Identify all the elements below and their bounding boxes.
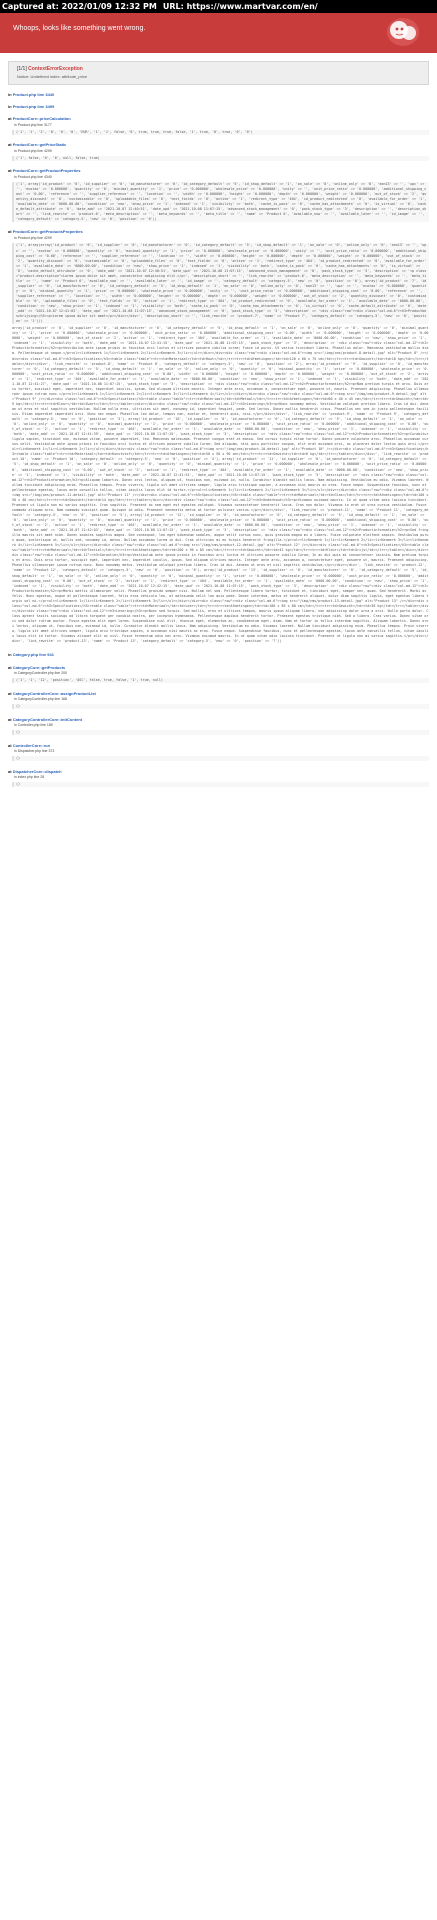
frame-marker: in xyxy=(8,92,12,97)
frame-marker: at xyxy=(8,116,12,121)
trace-frame xyxy=(8,691,429,696)
frame-function-link[interactable]: CategoryCore::getProducts xyxy=(12,665,66,671)
capture-url: https://www.martvar.com/en/ xyxy=(186,2,318,11)
frame-marker: at xyxy=(8,769,12,775)
exception-box xyxy=(8,61,429,85)
frame-arguments: ('1', false, '0', '6', null, false, true) xyxy=(12,156,429,161)
trace-frame xyxy=(8,743,429,748)
frame-location: in Controller.php line 189 xyxy=(14,723,53,728)
frame-arguments: ('1', '1', '2', '0', '0', '0', 'EUR', '1', '1', false, '6', true, true, true, false, '1', true, '0', true, '0', '0') xyxy=(12,130,429,135)
frame-arguments: ('1', '1', '12', 'position', 'ASC', false, true, false, '1', true, null) xyxy=(12,678,429,683)
trace-frame xyxy=(8,142,429,147)
frame-location: in CategoryController.php line 168 xyxy=(14,697,67,702)
ghost-logo-icon xyxy=(385,16,421,48)
frame-function-link[interactable]: ControllerCore::run xyxy=(12,743,51,749)
trace-frame xyxy=(8,652,429,657)
exception-index: 1/1 xyxy=(18,66,26,72)
trace-frame xyxy=(8,168,429,173)
frame-function-link[interactable]: ProductCore::getProductProperties xyxy=(12,168,81,174)
frame-location: in Product.php line 4340 xyxy=(14,175,52,180)
frame-marker: at xyxy=(8,229,12,235)
frame-location: in index.php line 28 xyxy=(14,775,45,780)
trace-frame xyxy=(8,717,429,722)
frame-marker: at xyxy=(8,717,12,723)
frame-arguments: () xyxy=(12,730,429,735)
frame-function-link[interactable]: CategoryControllerCore::initContent xyxy=(12,717,83,723)
dense-trace-block xyxy=(0,326,437,644)
frame-function-link[interactable]: DispatcherCore::dispatch xyxy=(12,769,62,775)
frame-marker: in xyxy=(8,652,12,658)
trace-frame xyxy=(8,104,429,109)
frame-arguments: () xyxy=(12,782,429,787)
frame-marker: at xyxy=(8,691,12,697)
frame-marker: in xyxy=(8,104,12,109)
trace-frame xyxy=(8,116,429,121)
trace-frame xyxy=(8,92,429,97)
trace-frame xyxy=(8,229,429,234)
frame-function-link[interactable]: Category.php line 941 xyxy=(12,652,54,658)
frame-function-link[interactable]: ProductCore::priceCalculation xyxy=(12,116,71,121)
frame-function-link[interactable]: Product.php line 3440 xyxy=(12,92,55,97)
stack-trace xyxy=(0,92,437,324)
frame-marker: at xyxy=(8,168,12,174)
frame-arguments: ('1', array('id_product' => '6', 'id_supplier' => '0', 'id_manufacturer' => '0', 'id_category_default' => '5', 'id_shop_default' => '1', 'on_sale' => '0', 'online_only' => '0', 'ean13' => '', 'upc' => '', 'ecotax' => '0.000000', 'quantity' => '0', 'minimal_quantity' => '1', 'price' => '0.000000', 'wholesale_price' => '0.000000', 'unity' => '', 'unit_price_ratio' => '0.000000', 'additional_shipping_cost' => '0.00', 'reference' => '', 'supplier_reference' => '', 'location' => '', 'width' => '0.000000', 'height' => '0.000000', 'depth' => '0.000000', 'weight' => '0.000000', 'out_of_stock' => '2', 'quantity_discount' => '0', 'customizable' => '0', 'uploadable_files' => '0', 'text_fields' => '0', 'active' => '1', 'redirect_type' => '404', 'id_product_redirected' => '0', 'available_for_order' => '1', 'available_date' => '0000-00-00', 'condition' => 'new', 'show_price' => '1', 'indexed' => '1', 'visibility' => 'both', 'cache_is_pack' => '0', 'cache_has_attachments' => '0', 'is_virtual' => '0', 'cache_default_attribute' => '0', 'date_add' => '2021-10-07 12:40:51', 'date_upd' => '2021-10-08 11:07:15', 'advanced_stock_management' => '0', 'pack_stock_type' => '3', 'description' => '', 'description_short' => '', 'link_rewrite' => 'product-6', 'meta_description' => '', 'meta_keywords' => '', 'meta_title' => '', 'name' => 'Product 6', 'available_now' => '', 'available_later' => '', 'id_image' => '', 'category_default' => 'category-5', 'new' => '0', 'position' => '0')) xyxy=(12,182,429,222)
frame-location: in CategoryController.php line 200 xyxy=(14,671,67,676)
error-banner xyxy=(0,13,437,53)
frame-function-link[interactable]: ProductCore::getPriceStatic xyxy=(12,142,67,148)
exception-message: Notice: Undefined index: attribute_price xyxy=(17,74,88,79)
frame-marker: at xyxy=(8,665,12,671)
frame-arguments: ('1', array(array('id_product' => '6', 'id_supplier' => '0', 'id_manufacturer' => '0', 'id_category_default' => '5', 'id_shop_default' => '1', 'on_sale' => '0', 'online_only' => '0', 'ean13' => '', 'upc' => '', 'ecotax' => '0.000000', 'quantity' => '0', 'minimal_quantity' => '1', 'price' => '0.000000', 'wholesale_price' => '0.000000', 'unity' => '', 'unit_price_ratio' => '0.000000', 'additional_shipping_cost' => '0.00', 'reference' => '', 'supplier_reference' => '', 'location' => '', 'width' => '0.000000', 'height' => '0.000000', 'depth' => '0.000000', 'weight' => '0.000000', 'out_of_stock' => '2', 'quantity_discount' => '0', 'customizable' => '0', 'uploadable_files' => '0', 'text_fields' => '0', 'active' => '1', 'redirect_type' => '404', 'id_product_redirected' => '0', 'available_for_order' => '1', 'available_date' => '0000-00-00', 'condition' => 'new', 'show_price' => '1', 'indexed' => '1', 'visibility' => 'both', 'cache_is_pack' => '0', 'cache_has_attachments' => '0', 'is_virtual' => '0', 'cache_default_attribute' => '0', 'date_add' => '2021-10-07 12:40:51', 'date_upd' => '2021-10-08 11:07:15', 'advanced_stock_management' => '0', 'pack_stock_type' => '3', 'description' => '<p class="product-description">Lorem ipsum dolor sit amet, consectetur adipiscing elit.</p>', 'description_short' => '', 'link_rewrite' => 'product-6', 'meta_description' => '', 'meta_keywords' => '', 'meta_title' => '', 'name' => 'Product 6', 'available_now' => '', 'available_later' => '', 'id_image' => '', 'category_default' => 'category-5', 'new' => '0', 'position' => '0'), array('id_product' => '7', 'id_supplier' => '0', 'id_manufacturer' => '0', 'id_category_default' => '5', 'id_shop_default' => '1', 'on_sale' => '0', 'online_only' => '0', 'ean13' => '', 'upc' => '', 'ecotax' => '0.000000', 'quantity' => '0', 'minimal_quantity' => '1', 'price' => '0.000000', 'wholesale_price' => '0.000000', 'unity' => '', 'unit_price_ratio' => '0.000000', 'additional_shipping_cost' => '0.00', 'reference' => '', 'supplier_reference' => '', 'location' => '', 'width' => '0.000000', 'height' => '0.000000', 'depth' => '0.000000', 'weight' => '0.000000', 'out_of_stock' => '2', 'quantity_discount' => '0', 'customizable' => '0', 'uploadable_files' => '0', 'text_fields' => '0', 'active' => '1', 'redirect_type' => '404', 'id_product_redirected' => '0', 'available_for_order' => '1', 'available_date' => '0000-00-00', 'condition' => 'new', 'show_price' => '1', 'indexed' => '1', 'visibility' => 'both', 'cache_is_pack' => '0', 'cache_has_attachments' => '0', 'is_virtual' => '0', 'cache_default_attribute' => '0', 'date_add' => '2021-10-07 12:41:03', 'date_upd' => '2021-10-08 11:07:15', 'advanced_stock_management' => '0', 'pack_stock_type' => '3', 'description' => '<div class="row"><div class="col-md-6"><h3>Productbeschrijving</h3><p>Lorem ipsum dolor sit amet</p></div></div>', 'description_short' => '', 'link_rewrite' => 'product-7', 'name' => 'Product 7', 'category_default' => 'category-5', 'new' => '0', 'position' => '1'))) xyxy=(12,243,429,324)
error-message: Whoops, looks like something went wrong. xyxy=(13,25,146,32)
frame-function-link[interactable]: ProductCore::getProductsProperties xyxy=(12,229,83,235)
frame-function-link[interactable]: CategoryControllerCore::assignProductList xyxy=(12,691,96,697)
trace-frame xyxy=(8,769,429,774)
stack-trace-tail xyxy=(0,652,437,787)
trace-frame xyxy=(8,665,429,670)
frame-location: in Product.php line 4299 xyxy=(14,149,52,154)
frame-location: in Product.php line 4299 xyxy=(14,236,52,241)
capture-bar xyxy=(0,0,437,13)
frame-arguments: () xyxy=(12,704,429,709)
frame-arguments: () xyxy=(12,756,429,761)
frame-function-link[interactable]: Product.php line 3499 xyxy=(12,104,55,109)
frame-marker: at xyxy=(8,743,12,749)
frame-location: in Dispatcher.php line 373 xyxy=(14,749,55,754)
url-label: URL: xyxy=(162,2,184,11)
capture-label: Captured at: xyxy=(2,2,59,11)
exception-title: [1/1] ContextErrorException xyxy=(17,66,83,72)
trace-dense-args: array('id_product' => '8', 'id_supplier' => '0', 'id_manufacturer' => '0', 'id_category_default' => '5', 'id_shop_default' => '1', 'on_sale' => '0', 'online_only' => '0', 'quantity' => '0', 'minimal_quantity' => '1', 'price' => '0.000000', 'wholesale_price' => '0.000000', 'unit_price_ratio' => '0.000000', 'additional_shipping_cost' => '0.00', 'width' => '0.000000', 'height' => '0.000000', 'depth' => '0.000000', 'weight' => '0.000000', 'out_of_stock' => '2', 'active' => '1', 'redirect_type' => '404', 'available_for_order' => '1', 'available_date' => '0000-00-00', 'condition' => 'new', 'show_price' => '1', 'indexed' => '1', 'visibility' => 'both', 'date_add' => '2021-10-07 12:41:15', 'date_upd' => '2021-10-08 11:07:15', 'pack_stock_type' => '3', 'description' => '<div class="row"><div class="col-md-12"><h2>Productinformatie</h2><p>Vestibulum ante ipsum primis in faucibus orci luctus et ultrices posuere cubilia curae; Fusce id purus. Ut varius tincidunt libero. Phasellus dolor. Maecenas vestibulum mollis diam. Pellentesque ut neque.</p><ul><li>Kenmerk 1</li><li>Kenmerk 2</li><li>Kenmerk 3</li></ul></div></div><div class="row"><div class="col-md-6"><img src="/img/cms/product-8-detail.jpg" alt="Product 8" /></div><div class="col-md-6"><h3>Specificaties</h3><table class="table"><tr><td>Materiaal</td><td>Hout</td></tr><tr><td>Afmetingen</td><td>120 x 60 x 75 cm</td></tr><tr><td>Gewicht</td><td>18 kg</td></tr></table></div></div>', 'link_rewrite' => 'product-8', 'name' => 'Product 8', 'category_default' => 'category-5', 'new' => '0', 'position' => '2'), array('id_product' => '9', 'id_supplier' => '0', 'id_manufacturer' => '0', 'id_category_default' => '5', 'id_shop_default' => '1', 'on_sale' => '0', 'online_only' => '0', 'quantity' => '0', 'minimal_quantity' => '1', 'price' => '0.000000', 'wholesale_price' => '0.000000', 'unit_price_ratio' => '0.000000', 'additional_shipping_cost' => '0.00', 'width' => '0.000000', 'height' => '0.000000', 'depth' => '0.000000', 'weight' => '0.000000', 'out_of_stock' => '2', 'active' => '1', 'redirect_type' => '404', 'available_for_order' => '1', 'available_date' => '0000-00-00', 'condition' => 'new', 'show_price' => '1', 'indexed' => '1', 'visibility' => 'both', 'date_add' => '2021-10-07 12:41:27', 'date_upd' => '2021-10-08 11:07:15', 'pack_stock_type' => '3', 'description' => '<div class="row"><div class="col-md-12"><h2>Productinformatie</h2><p>Nam pretium turpis et arcu. Duis arcu tortor, suscipit eget, imperdiet nec, imperdiet iaculis, ipsum. Sed aliquam ultrices mauris. Integer ante arcu, accumsan a, consectetuer eget, posuere ut, mauris. Praesent adipiscing. Phasellus ullamcorper ipsum rutrum nunc.</p><ul><li>Kenmerk 1</li><li>Kenmerk 2</li><li>Kenmerk 3</li><li>Kenmerk 4</li></ul></div></div><div class="row"><div class="col-md-6"><img src="/img/cms/product-9-detail.jpg" alt="Product 9" /></div><div class="col-md-6"><h3>Specificaties</h3><table class="table"><tr><td>Materiaal</td><td>Metaal</td></tr><tr><td>Afmetingen</td><td>80 x 40 x 45 cm</td></tr><tr><td>Gewicht</td><td>9 kg</td></tr><tr><td>Kleur</td><td>Zwart</td></tr></table></div></div><div class="row"><div class="col-md-12"><h3>Levering</h3><p>Nunc nonummy metus. Vestibulum volutpat pretium libero. Cras id dui. Aenean ut eros et nisl sagittis vestibulum. Nullam nulla eros, ultricies sit amet, nonummy id, imperdiet feugiat, pede. Sed lectus. Donec mollis hendrerit risus. Phasellus nec sem in justo pellentesque facilisis. Etiam imperdiet imperdiet orci. Nunc nec neque. Phasellus leo dolor, tempus non, auctor et, hendrerit quis, nisi.</p></div></div>', 'link_rewrite' => 'product-9', 'name' => 'Product 9', 'category_default' => 'category-5', 'new' => '0', 'position' => '3'), array('id_product' => '10', 'id_supplier' => '0', 'id_manufacturer' => '0', 'id_category_default' => '5', 'id_shop_default' => '1', 'on_sale' => '0', 'online_only' => '0', 'quantity' => '0', 'minimal_quantity' => '1', 'price' => '0.000000', 'wholesale_price' => '0.000000', 'unit_price_ratio' => '0.000000', 'additional_shipping_cost' => '0.00', 'out_of_stock' => '2', 'active' => '1', 'redirect_type' => '404', 'available_for_order' => '1', 'available_date' => '0000-00-00', 'condition' => 'new', 'show_price' => '1', 'indexed' => '1', 'visibility' => 'both', 'date_add' => '2021-10-07 12:41:39', 'date_upd' => '2021-10-08 11:07:15', 'pack_stock_type' => '3', 'description' => '<div class="row"><div class="col-md-12"><h2>Productinformatie</h2><p>Curabitur ligula sapien, tincidunt non, euismod vitae, posuere imperdiet, leo. Maecenas malesuada. Praesent congue erat at massa. Sed cursus turpis vitae tortor. Donec posuere vulputate arcu. Phasellus accumsan cursus velit. Vestibulum ante ipsum primis in faucibus orci luctus et ultrices posuere cubilia Curae; Sed aliquam, nisi quis porttitor congue, elit erat euismod orci, ac placerat dolor lectus quis orci.</p><ul><li>Kenmerk 1</li><li>Kenmerk 2</li></ul></div></div><div class="row"><div class="col-md-6"><img src="/img/cms/product-10-detail.jpg" alt="Product 10" /></div><div class="col-md-6"><h3>Specificaties</h3><table class="table"><tr><td>Materiaal</td><td>Kunststof</td></tr><tr><td>Afmetingen</td><td>50 x 50 x 90 cm</td></tr><tr><td>Gewicht</td><td>6 kg</td></tr></table></div></div>', 'link_rewrite' => 'product-10', 'name' => 'Product 10', 'category_default' => 'category-5', 'new' => '0', 'position' => '4'), array('id_product' => '11', 'id_supplier' => '0', 'id_manufacturer' => '0', 'id_category_default' => '5', 'id_shop_default' => '1', 'on_sale' => '0', 'online_only' => '0', 'quantity' => '0', 'minimal_quantity' => '1', 'price' => '0.000000', 'wholesale_price' => '0.000000', 'unit_price_ratio' => '0.000000', 'additional_shipping_cost' => '0.00', 'out_of_stock' => '2', 'active' => '1', 'redirect_type' => '404', 'available_for_order' => '1', 'available_date' => '0000-00-00', 'condition' => 'new', 'show_price' => '1', 'indexed' => '1', 'visibility' => 'both', 'date_add' => '2021-10-07 12:41:51', 'date_upd' => '2021-10-08 11:07:15', 'pack_stock_type' => '3', 'description' => '<div class="row"><div class="col-md-12"><h2>Productinformatie</h2><p>Aliquam lobortis. Donec orci lectus, aliquam ut, faucibus non, euismod id, nulla. Curabitur blandit mollis lacus. Nam adipiscing. Vestibulum eu odio. Vivamus laoreet. Nullam tincidunt adipiscing enim. Phasellus tempus. Proin viverra, ligula sit amet ultrices semper, ligula arcu tristique sapien, a accumsan nisi mauris ac eros. Fusce neque. Suspendisse faucibus, nunc et pellentesque egestas, lacus ante convallis tellus, vitae iaculis lacus elit id tortor.</p><ul><li>Kenmerk 1</li><li>Kenmerk 2</li><li>Kenmerk 3</li></ul></div></div><div class="row"><div class="col-md-6"><img src="/img/cms/product-11-detail.jpg" alt="Product 11" /></div><div class="col-md-6"><h3>Specificaties</h3><table class="table"><tr><td>Materiaal</td><td>Glas</td></tr><tr><td>Afmetingen</td><td>100 x 50 x 40 cm</td></tr><tr><td>Gewicht</td><td>14 kg</td></tr></table></div></div><div class="row"><div class="col-md-12"><h3>Onderhoud</h3><p>Vivamus euismod mauris. In ut quam vitae odio lacinia tincidunt. Praesent ut ligula non mi varius sagittis. Cras sagittis. Praesent ac sem eget est egestas volutpat. Vivamus consectetuer hendrerit lacus. Cras non dolor. Vivamus in erat ut urna cursus vestibulum. Fusce commodo aliquam arcu. Nam commodo suscipit quam. Quisque id odio. Praesent venenatis metus at tortor pulvinar varius.</p></div></div>', 'link_rewrite' => 'product-11', 'name' => 'Product 11', 'category_default' => 'category-5', 'new' => '0', 'position' => '5'), array('id_product' => '12', 'id_supplier' => '0', 'id_manufacturer' => '0', 'id_category_default' => '5', 'id_shop_default' => '1', 'on_sale' => '0', 'online_only' => '0', 'quantity' => '0', 'minimal_quantity' => '1', 'price' => '0.000000', 'wholesale_price' => '0.000000', 'unit_price_ratio' => '0.000000', 'additional_shipping_cost' => '0.00', 'out_of_stock' => '2', 'active' => '1', 'redirect_type' => '404', 'available_for_order' => '1', 'available_date' => '0000-00-00', 'condition' => 'new', 'show_price' => '1', 'indexed' => '1', 'visibility' => 'both', 'date_add' => '2021-10-07 12:42:03', 'date_upd' => '2021-10-08 11:07:15', 'pack_stock_type' => '3', 'description' => '<div class="row"><div class="col-md-12"><h2>Productinformatie</h2><p>Sed fringilla mauris sit amet nibh. Donec sodales sagittis magna. Sed consequat, leo eget bibendum sodales, augue velit cursus nunc, quis gravida magna mi a libero. Fusce vulputate eleifend sapien. Vestibulum purus quam, scelerisque ut, mollis sed, nonummy id, metus. Nullam accumsan lorem in dui. Cras ultricies mi eu turpis hendrerit fringilla.</p><ul><li>Kenmerk 1</li><li>Kenmerk 2</li><li>Kenmerk 3</li><li>Kenmerk 4</li><li>Kenmerk 5</li></ul></div></div><div class="row"><div class="col-md-6"><img src="/img/cms/product-12-detail.jpg" alt="Product 12" /></div><div class="col-md-6"><h3>Specificaties</h3><table class="table"><tr><td>Materiaal</td><td>Textiel</td></tr><tr><td>Afmetingen</td><td>200 x 90 x 85 cm</td></tr><tr><td>Gewicht</td><td>42 kg</td></tr><tr><td>Kleur</td><td>Grijs</td></tr></table></div></div><div class="row"><div class="col-md-12"><h3>Garantie</h3><p>Vestibulum ante ipsum primis in faucibus orci luctus et ultrices posuere cubilia Curae; In ac dui quis mi consectetuer lacinia. Nam pretium turpis et arcu. Duis arcu tortor, suscipit eget, imperdiet nec, imperdiet iaculis, ipsum. Sed aliquam ultrices mauris. Integer ante arcu, accumsan a, consectetuer eget, posuere ut, mauris. Praesent adipiscing. Phasellus ullamcorper ipsum rutrum nunc. Nunc nonummy metus. Vestibulum volutpat pretium libero. Cras id dui. Aenean ut eros et nisl sagittis vestibulum.</p></div></div>', 'link_rewrite' => 'product-12', 'name' => 'Product 12', 'category_default' => 'category-5', 'new' => '0', 'position' => '6'), array('id_product' => '13', 'id_supplier' => '0', 'id_manufacturer' => '0', 'id_category_default' => '5', 'id_shop_default' => '1', 'on_sale' => '0', 'online_only' => '0', 'quantity' => '0', 'minimal_quantity' => '1', 'price' => '0.000000', 'wholesale_price' => '0.000000', 'unit_price_ratio' => '0.000000', 'additional_shipping_cost' => '0.00', 'out_of_stock' => '2', 'active' => '1', 'redirect_type' => '404', 'available_for_order' => '1', 'available_date' => '0000-00-00', 'condition' => 'new', 'show_price' => '1', 'indexed' => '1', 'visibility' => 'both', 'date_add' => '2021-10-07 12:42:15', 'date_upd' => '2021-10-08 11:07:15', 'pack_stock_type' => '3', 'description' => '<div class="row"><div class="col-md-12"><h2>Productinformatie</h2><p>Morbi mattis ullamcorper velit. Phasellus gravida semper nisi. Nullam vel sem. Pellentesque libero tortor, tincidunt et, tincidunt eget, semper nec, quam. Sed hendrerit. Morbi ac felis. Nunc egestas, augue at pellentesque laoreet, felis eros vehicula leo, at malesuada velit leo quis pede. Donec interdum, metus et hendrerit aliquet, dolor diam sagittis ligula, eget egestas libero turpis vel mi.</p><ul><li>Kenmerk 1</li><li>Kenmerk 2</li><li>Kenmerk 3</li></ul></div></div><div class="row"><div class="col-md-6"><img src="/img/cms/product-13-detail.jpg" alt="Product 13" /></div><div class="col-md-6"><h3>Specificaties</h3><table class="table"><tr><td>Materiaal</td><td>Leer</td></tr><tr><td>Afmetingen</td><td>180 x 85 x 80 cm</td></tr><tr><td>Gewicht</td><td>38 kg</td></tr></table></div></div><div class="row"><div class="col-md-12"><h3>Levering</h3><p>Nunc sed turpis. Sed mollis, eros et ultrices tempus, mauris ipsum aliquam libero, non adipiscing dolor urna a orci. Nulla porta dolor. Class aptent taciti sociosqu ad litora torquent per conubia nostra, per inceptos hymenaeos. Pellentesque dapibus hendrerit tortor. Praesent egestas tristique nibh. Sed a libero. Cras varius. Donec vitae orci sed dolor rutrum auctor. Fusce egestas elit eget lorem. Suspendisse nisl elit, rhoncus eget, elementum ac, condimentum eget, diam. Nam at tortor in tellus interdum sagittis. Aliquam lobortis. Donec orci lectus, aliquam ut, faucibus non, euismod id, nulla. Curabitur blandit mollis lacus. Nam adipiscing. Vestibulum eu odio. Vivamus laoreet. Nullam tincidunt adipiscing enim. Phasellus tempus. Proin viverra, ligula sit amet ultrices semper, ligula arcu tristique sapien, a accumsan nisi mauris ac eros. Fusce neque. Suspendisse faucibus, nunc et pellentesque egestas, lacus ante convallis tellus, vitae iaculis lacus elit id tortor. Vivamus aliquet elit ac nisl. Fusce fermentum odio nec arcu. Vivamus euismod mauris. In ut quam vitae odio lacinia tincidunt. Praesent ut ligula non mi varius sagittis.</p></div></div>', 'link_rewrite' => 'product-13', 'name' => 'Product 13', 'category_default' => 'category-5', 'new' => '0', 'position' => '7')) xyxy=(12,326,429,644)
frame-location: in Product.php line 3177 xyxy=(14,123,52,127)
capture-timestamp: 2022/01/09 12:32 PM xyxy=(61,2,157,11)
exception-class: ContextErrorException xyxy=(28,66,83,72)
frame-marker: at xyxy=(8,142,12,148)
